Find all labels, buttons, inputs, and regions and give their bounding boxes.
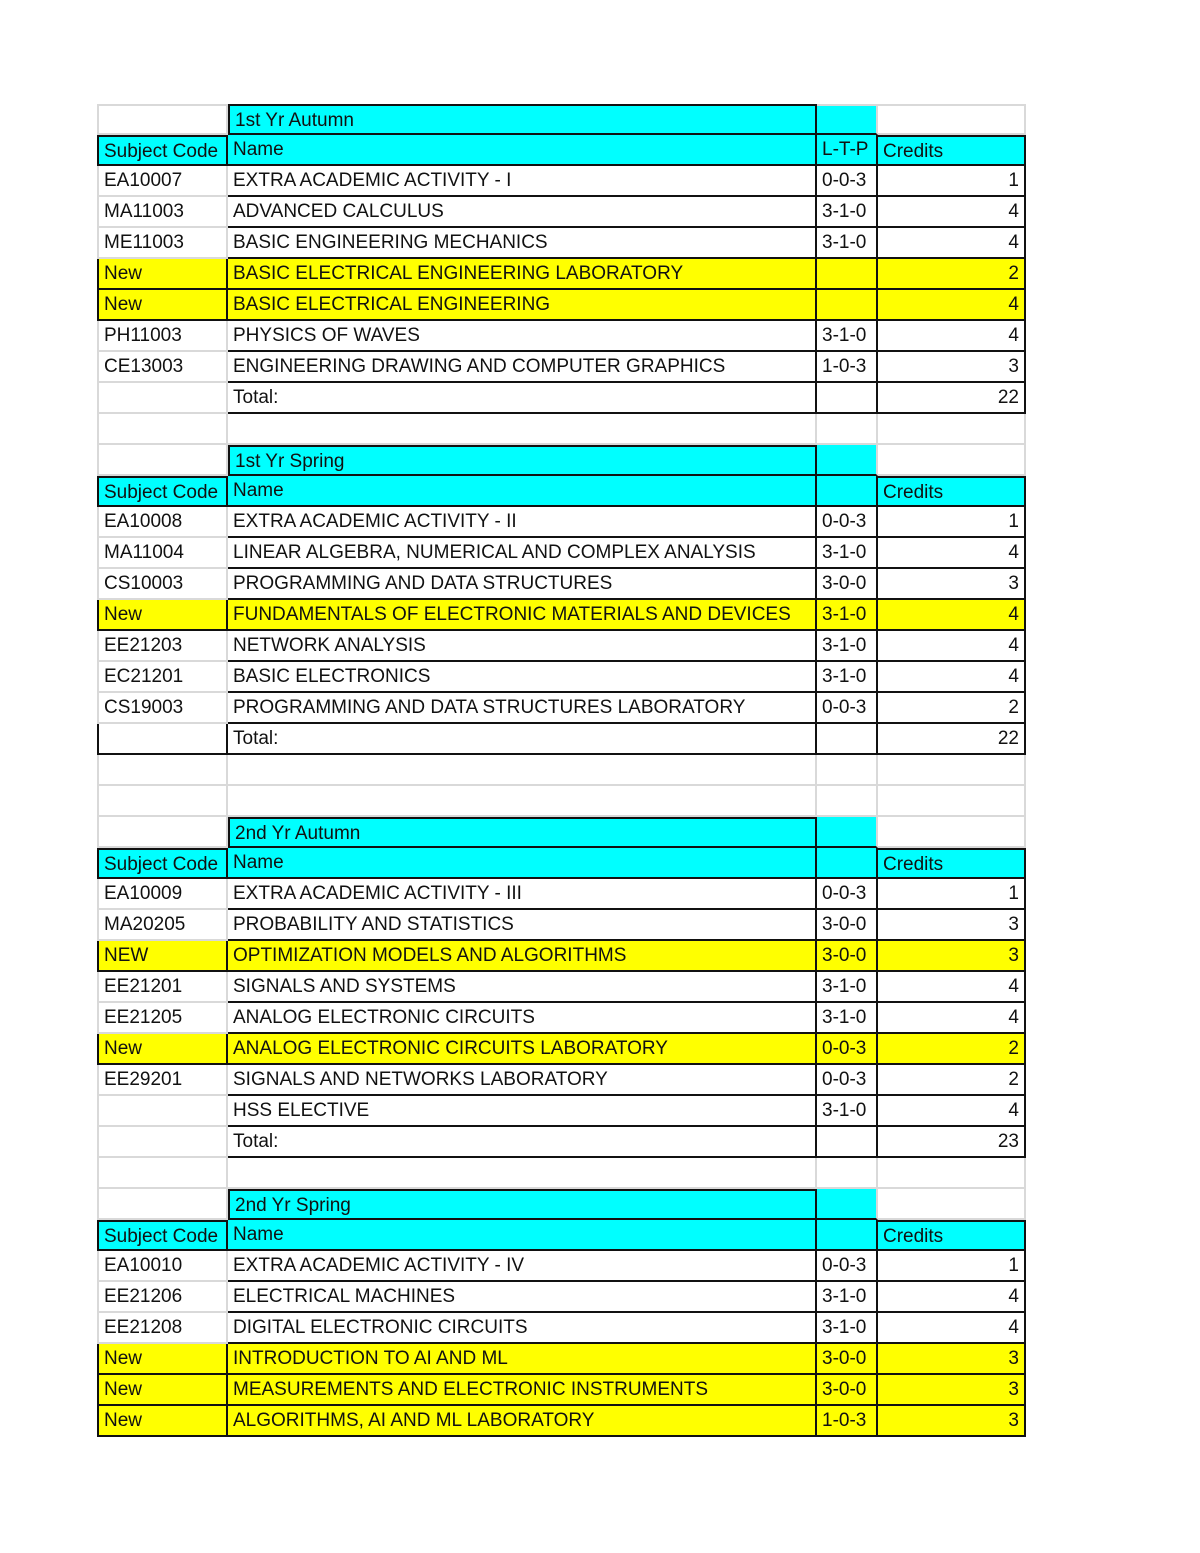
ltp-cell[interactable]: 3-1-0 [817,228,878,259]
course-name-cell[interactable]: INTRODUCTION TO AI AND ML [228,1344,817,1375]
course-row [97,941,1026,972]
semester-title[interactable]: 1st Yr Autumn [228,104,817,135]
ltp-cell[interactable]: 3-1-0 [817,1282,878,1313]
subject-code-cell[interactable]: EA10010 [97,1251,228,1282]
column-header-row [97,135,1026,166]
course-name-cell[interactable]: ELECTRICAL MACHINES [228,1282,817,1313]
credits-cell[interactable]: 4 [878,1096,1026,1127]
total-label[interactable]: Total: [228,383,817,414]
credits-cell[interactable]: 4 [878,600,1026,631]
course-name-cell[interactable]: ANALOG ELECTRONIC CIRCUITS [228,1003,817,1034]
ltp-cell[interactable]: 3-1-0 [817,1003,878,1034]
course-name-cell[interactable]: EXTRA ACADEMIC ACTIVITY - II [228,507,817,538]
course-name-cell[interactable]: OPTIMIZATION MODELS AND ALGORITHMS [228,941,817,972]
subject-code-cell[interactable]: NEW [97,941,228,972]
ltp-cell[interactable]: 3-1-0 [817,321,878,352]
empty-cell[interactable] [878,1158,1026,1189]
semester-title-row [97,445,1026,476]
credits-cell[interactable]: 4 [878,1282,1026,1313]
subject-code-cell[interactable]: EA10008 [97,507,228,538]
course-row [97,507,1026,538]
empty-cell[interactable] [97,1189,228,1220]
course-name-cell[interactable]: BASIC ELECTRICAL ENGINEERING [228,290,817,321]
credits-cell[interactable]: 2 [878,1065,1026,1096]
total-row [97,1127,1026,1158]
ltp-cell[interactable]: 3-1-0 [817,972,878,1003]
ltp-cell[interactable]: 0-0-3 [817,1034,878,1065]
credits-cell[interactable]: 3 [878,910,1026,941]
course-row [97,321,1026,352]
ltp-cell[interactable]: 3-1-0 [817,631,878,662]
ltp-header[interactable]: L-T-P [817,135,878,166]
course-name-cell[interactable]: FUNDAMENTALS OF ELECTRONIC MATERIALS AND DEVICES [228,600,817,631]
credits-cell[interactable]: 3 [878,941,1026,972]
subject-code-cell[interactable]: ME11003 [97,228,228,259]
course-name-cell[interactable]: LINEAR ALGEBRA, NUMERICAL AND COMPLEX ANALYSIS [228,538,817,569]
subject-code-cell[interactable]: MA11004 [97,538,228,569]
course-name-cell[interactable]: ADVANCED CALCULUS [228,197,817,228]
total-label[interactable]: Total: [228,724,817,755]
ltp-cell[interactable]: 3-0-0 [817,1375,878,1406]
course-name-cell[interactable]: ENGINEERING DRAWING AND COMPUTER GRAPHICS [228,352,817,383]
empty-cell[interactable] [97,414,228,445]
credits-header[interactable]: Credits [878,135,1026,166]
ltp-cell[interactable]: 3-1-0 [817,1313,878,1344]
course-row [97,1406,1026,1437]
empty-cell[interactable] [817,1158,878,1189]
course-row [97,600,1026,631]
course-row [97,1065,1026,1096]
credits-cell[interactable]: 1 [878,879,1026,910]
name-header[interactable]: Name [228,1220,817,1251]
subject-code-cell[interactable]: EA10009 [97,879,228,910]
subject-code-cell[interactable]: MA20205 [97,910,228,941]
course-name-cell[interactable]: EXTRA ACADEMIC ACTIVITY - IV [228,1251,817,1282]
column-header-row [97,1220,1026,1251]
credits-cell[interactable]: 3 [878,569,1026,600]
course-row [97,259,1026,290]
course-row [97,228,1026,259]
subject-code-cell[interactable]: MA11003 [97,197,228,228]
empty-row [97,414,1026,445]
course-name-cell[interactable]: BASIC ENGINEERING MECHANICS [228,228,817,259]
credits-header[interactable]: Credits [878,848,1026,879]
credits-cell[interactable]: 4 [878,228,1026,259]
course-name-cell[interactable]: EXTRA ACADEMIC ACTIVITY - III [228,879,817,910]
empty-cell[interactable] [817,383,878,414]
subject-code-header[interactable]: Subject Code [97,135,228,166]
subject-code-cell[interactable]: EE21203 [97,631,228,662]
subject-code-cell[interactable]: EE21205 [97,1003,228,1034]
course-row [97,1282,1026,1313]
semester-title-row [97,104,1026,135]
course-row [97,1003,1026,1034]
empty-cell[interactable] [817,724,878,755]
credits-header[interactable]: Credits [878,476,1026,507]
ltp-cell[interactable]: 0-0-3 [817,166,878,197]
subject-code-cell[interactable]: New [97,259,228,290]
empty-cell[interactable] [878,755,1026,786]
course-row [97,910,1026,941]
empty-cell[interactable] [228,755,817,786]
ltp-cell[interactable]: 3-0-0 [817,910,878,941]
semester-title[interactable]: 1st Yr Spring [228,445,817,476]
empty-cell[interactable] [878,104,1026,135]
ltp-cell[interactable] [817,290,878,321]
ltp-cell[interactable]: 0-0-3 [817,693,878,724]
credits-cell[interactable]: 2 [878,259,1026,290]
empty-cell[interactable] [97,786,228,817]
empty-row [97,786,1026,817]
credits-cell[interactable]: 4 [878,197,1026,228]
credits-cell[interactable]: 1 [878,507,1026,538]
empty-cell[interactable] [228,1158,817,1189]
empty-cell[interactable] [97,755,228,786]
name-header[interactable]: Name [228,135,817,166]
total-label[interactable]: Total: [228,1127,817,1158]
credits-cell[interactable]: 2 [878,1034,1026,1065]
course-name-cell[interactable]: BASIC ELECTRONICS [228,662,817,693]
ltp-cell[interactable]: 3-1-0 [817,1096,878,1127]
course-row [97,1034,1026,1065]
subject-code-cell[interactable]: New [97,1034,228,1065]
subject-code-cell[interactable]: EC21201 [97,662,228,693]
empty-cell[interactable] [878,786,1026,817]
subject-code-cell[interactable]: CS19003 [97,693,228,724]
subject-code-cell[interactable]: New [97,600,228,631]
course-row [97,631,1026,662]
name-header[interactable]: Name [228,476,817,507]
column-header-row [97,476,1026,507]
subject-code-header[interactable]: Subject Code [97,1220,228,1251]
total-credits[interactable]: 22 [878,383,1026,414]
course-row [97,662,1026,693]
empty-cell[interactable] [228,414,817,445]
course-row [97,352,1026,383]
subject-code-cell[interactable]: EE21206 [97,1282,228,1313]
credits-cell[interactable]: 3 [878,1375,1026,1406]
empty-cell[interactable] [817,755,878,786]
ltp-header[interactable] [817,1220,878,1251]
empty-cell[interactable] [97,1158,228,1189]
ltp-cell[interactable]: 3-0-0 [817,941,878,972]
empty-row [97,755,1026,786]
course-row [97,1344,1026,1375]
subject-code-cell[interactable]: EE29201 [97,1065,228,1096]
subject-code-cell[interactable]: CS10003 [97,569,228,600]
subject-code-cell[interactable]: EA10007 [97,166,228,197]
subject-code-cell[interactable]: EE21201 [97,972,228,1003]
ltp-cell[interactable]: 0-0-3 [817,879,878,910]
ltp-cell[interactable]: 3-1-0 [817,662,878,693]
empty-cell[interactable] [817,1127,878,1158]
ltp-cell[interactable] [817,259,878,290]
course-name-cell[interactable]: SIGNALS AND NETWORKS LABORATORY [228,1065,817,1096]
course-row [97,972,1026,1003]
empty-cell[interactable] [228,786,817,817]
empty-cell[interactable] [817,786,878,817]
subject-code-cell[interactable] [97,1096,228,1127]
credits-cell[interactable]: 4 [878,321,1026,352]
course-name-cell[interactable]: ALGORITHMS, AI AND ML LABORATORY [228,1406,817,1437]
subject-code-cell[interactable]: New [97,1375,228,1406]
total-row [97,724,1026,755]
header-fill-cell[interactable] [817,1189,878,1220]
subject-code-cell[interactable]: New [97,1406,228,1437]
credits-cell[interactable]: 4 [878,631,1026,662]
course-name-cell[interactable]: MEASUREMENTS AND ELECTRONIC INSTRUMENTS [228,1375,817,1406]
credits-header[interactable]: Credits [878,1220,1026,1251]
subject-code-header[interactable]: Subject Code [97,848,228,879]
semester-title[interactable]: 2nd Yr Spring [228,1189,817,1220]
course-row [97,879,1026,910]
subject-code-cell[interactable]: New [97,290,228,321]
subject-code-header[interactable]: Subject Code [97,476,228,507]
credits-cell[interactable]: 4 [878,538,1026,569]
name-header[interactable]: Name [228,848,817,879]
semester-title-row [97,1189,1026,1220]
course-row [97,1313,1026,1344]
header-fill-cell[interactable] [817,817,878,848]
empty-cell[interactable] [97,817,228,848]
course-row [97,1251,1026,1282]
ltp-cell[interactable]: 1-0-3 [817,1406,878,1437]
course-row [97,538,1026,569]
empty-cell[interactable] [817,414,878,445]
course-row [97,1375,1026,1406]
empty-cell[interactable] [878,1189,1026,1220]
semester-title-row [97,817,1026,848]
course-name-cell[interactable]: EXTRA ACADEMIC ACTIVITY - I [228,166,817,197]
course-name-cell[interactable]: BASIC ELECTRICAL ENGINEERING LABORATORY [228,259,817,290]
ltp-cell[interactable]: 3-1-0 [817,538,878,569]
ltp-cell[interactable]: 0-0-3 [817,507,878,538]
total-credits[interactable]: 23 [878,1127,1026,1158]
course-name-cell[interactable]: DIGITAL ELECTRONIC CIRCUITS [228,1313,817,1344]
course-name-cell[interactable]: PROGRAMMING AND DATA STRUCTURES LABORATORY [228,693,817,724]
column-header-row [97,848,1026,879]
ltp-cell[interactable]: 3-1-0 [817,600,878,631]
empty-row [97,1158,1026,1189]
credits-cell[interactable]: 3 [878,1344,1026,1375]
course-row [97,166,1026,197]
subject-code-cell[interactable]: EE21208 [97,1313,228,1344]
ltp-cell[interactable]: 1-0-3 [817,352,878,383]
credits-cell[interactable]: 4 [878,662,1026,693]
empty-cell[interactable] [97,445,228,476]
ltp-cell[interactable]: 0-0-3 [817,1251,878,1282]
course-name-cell[interactable]: PHYSICS OF WAVES [228,321,817,352]
course-row [97,290,1026,321]
header-fill-cell[interactable] [817,104,878,135]
credits-cell[interactable]: 2 [878,693,1026,724]
ltp-header[interactable] [817,476,878,507]
course-row [97,197,1026,228]
empty-cell[interactable] [97,383,228,414]
course-row [97,1096,1026,1127]
total-credits[interactable]: 22 [878,724,1026,755]
empty-cell[interactable] [878,817,1026,848]
subject-code-cell[interactable]: New [97,1344,228,1375]
ltp-cell[interactable]: 0-0-3 [817,1065,878,1096]
header-fill-cell[interactable] [817,445,878,476]
credits-cell[interactable]: 4 [878,1003,1026,1034]
course-row [97,569,1026,600]
credits-cell[interactable]: 3 [878,1406,1026,1437]
semester-title[interactable]: 2nd Yr Autumn [228,817,817,848]
course-name-cell[interactable]: ANALOG ELECTRONIC CIRCUITS LABORATORY [228,1034,817,1065]
empty-cell[interactable] [97,1127,228,1158]
course-row [97,693,1026,724]
credits-cell[interactable]: 3 [878,352,1026,383]
total-row [97,383,1026,414]
empty-cell[interactable] [878,445,1026,476]
ltp-cell[interactable]: 3-1-0 [817,197,878,228]
subject-code-cell[interactable]: PH11003 [97,321,228,352]
subject-code-cell[interactable]: CE13003 [97,352,228,383]
empty-cell[interactable] [97,104,228,135]
credits-cell[interactable]: 4 [878,290,1026,321]
course-name-cell[interactable]: NETWORK ANALYSIS [228,631,817,662]
course-name-cell[interactable]: PROBABILITY AND STATISTICS [228,910,817,941]
credits-cell[interactable]: 1 [878,166,1026,197]
empty-cell[interactable] [878,414,1026,445]
empty-cell[interactable] [97,724,228,755]
ltp-header[interactable] [817,848,878,879]
credits-cell[interactable]: 1 [878,1251,1026,1282]
ltp-cell[interactable]: 3-0-0 [817,569,878,600]
credits-cell[interactable]: 4 [878,1313,1026,1344]
curriculum-sheet [97,104,1026,1437]
course-name-cell[interactable]: PROGRAMMING AND DATA STRUCTURES [228,569,817,600]
course-name-cell[interactable]: HSS ELECTIVE [228,1096,817,1127]
credits-cell[interactable]: 4 [878,972,1026,1003]
course-name-cell[interactable]: SIGNALS AND SYSTEMS [228,972,817,1003]
ltp-cell[interactable]: 3-0-0 [817,1344,878,1375]
